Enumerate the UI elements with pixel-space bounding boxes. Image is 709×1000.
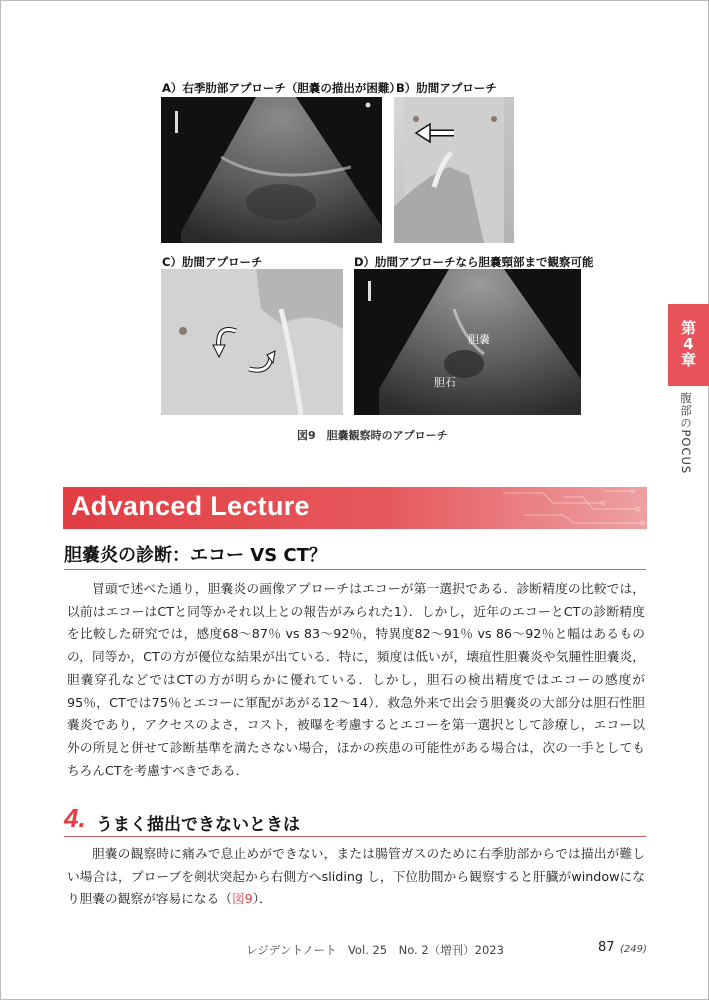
panel-a-label: A）右季肋部アプローチ（胆嚢の描出が困難） [162,81,401,95]
photo-panel-b [394,97,514,243]
photo-panel-c [161,269,343,415]
figure-caption: 図9 胆嚢観察時のアプローチ [297,429,448,442]
chapter-title-vertical: 腹部のPOCUS [679,392,693,475]
section-4-body-text: 胆嚢の観察時に痛みで息止めができない，または腸管ガスのために右季肋部からでは描出が難しい場合は，プローブを剣状突起から右側方へsliding し，下位肋間から観察すると肝臓がwindowになり胆嚢の観察が容易になる（ [67,846,645,907]
footer-page-total: (249) [620,944,647,955]
section-4-heading [64,803,646,837]
section-heading-diagnosis: 胆嚢炎の診断：エコー VS CT？ [64,541,646,570]
panel-c-label: C）肋間アプローチ [162,255,263,269]
advanced-lecture-banner [63,487,647,529]
section-4-body-end: ）． [252,891,272,907]
section-4-body [67,843,645,911]
panel-d-label: D）肋間アプローチなら胆嚢頸部まで観察可能 [354,255,594,269]
ultrasound-image-d [354,269,581,415]
section-title: うまく描出できないときは [96,815,300,835]
gallbladder-annotation: 胆嚢 [468,333,490,346]
section-number: 4. [64,803,86,833]
gallstone-annotation: 胆石 [434,376,456,389]
footer-page-number: 87 [598,940,615,955]
advanced-body-text: 冒頭で述べた通り，胆嚢炎の画像アプローチはエコーが第一選択である．診断精度の比較では，以前はエコーはCTと同等かそれ以上との報告がみられた1）．しかし，近年のエコーとCTの診断精度を比較した研究では，感度68～87％ vs 83～92％，特異度82～91％ vs 86～92％と幅はあるものの，同等か，CTの方が優位な結果が出ている．特に，頻度は低いが，壊疽性胆嚢炎や気腫性胆嚢炎，胆嚢穿孔などではCTの方が明らかに優れている．しかし，胆石の検出精度ではエコーの感度が95％，CTでは75％とエコーに軍配があがる12～14）．救急外来で出会う胆嚢炎の大部分は胆石性胆嚢炎であり，アクセスのよさ，コスト，被曝を考慮するとエコーを第一選択として診療し，エコー以外の所見と併せて診断基準を満たさない場合，ほかの疾患の可能性がある場合は，次の一手としてもちろんCTを考慮すべきである． [67,581,645,778]
banner-title: Advanced Lecture [71,491,310,521]
chapter-tab-line3: 章 [680,350,696,369]
chapter-tab [668,304,709,386]
figure-reference-link[interactable]: 図9 [231,891,253,907]
ultrasound-image-a [161,97,382,243]
footer-journal: レジデントノート Vol. 25 No. 2（増刊）2023 [246,943,504,957]
chapter-tab-number: 4 [683,335,694,354]
panel-b-label: B）肋間アプローチ [396,81,497,95]
chapter-tab-line1: 第 [680,319,696,338]
